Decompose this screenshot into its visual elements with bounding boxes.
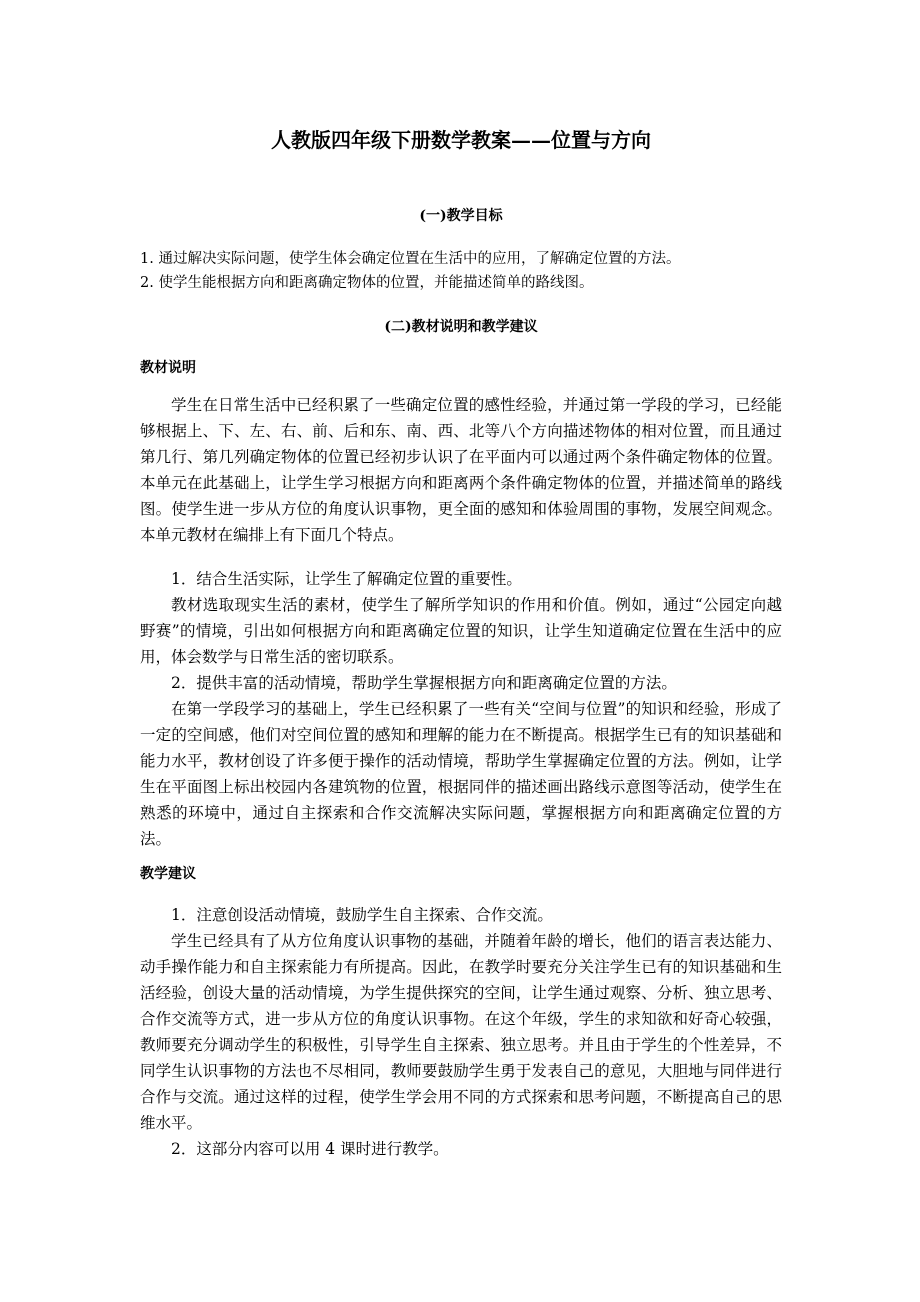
- section-heading-materials-suggestions: (二)教材说明和教学建议: [384, 319, 538, 335]
- suggestions-point2-title: 2．这部分内容可以用 4 课时进行教学。: [171, 1140, 449, 1158]
- subheading-materials: 教材说明: [140, 360, 196, 376]
- materials-point2-paragraph: 在第一学段学习的基础上，学生已经积累了一些有关“空间与位置”的知识和经验，形成了一定的空间感，他们对空间位置的感知和理解的能力在不断提高。根据学生已有的知识基础和能力水平，教材创设了许多便于操作的活动情境，帮助学生掌握确定位置的方法。例如，让学生在平面图上标出校园内各建筑物的位置，根据同伴的描述画出路线示意图等活动，使学生在熟悉的环境中，通过自主探索和合作交流解决实际问题，掌握根据方向和距离确定位置的方法。: [140, 700, 782, 848]
- section-heading-objectives: (一)教学目标: [419, 208, 503, 224]
- suggestions-point1-title: 1．注意创设活动情境，鼓励学生自主探索、合作交流。: [171, 906, 553, 924]
- objective-item: 1. 通过解决实际问题，使学生体会确定位置在生活中的应用，了解确定位置的方法。: [140, 251, 681, 267]
- materials-point1-title: 1．结合生活实际，让学生了解确定位置的重要性。: [171, 570, 522, 588]
- suggestions-point1-paragraph: 学生已经具有了从方位角度认识事物的基础，并随着年龄的增长，他们的语言表达能力、动手操作能力和自主探索能力有所提高。因此，在教学时要充分关注学生已有的知识基础和生活经验，创设大量的活动情境，为学生提供探究的空间，让学生通过观察、分析、独立思考、合作交流等方式，进一步从方位的角度认识事物。在这个年级，学生的求知欲和好奇心较强，教师要充分调动学生的积极性，引导学生自主探索、独立思考。并且由于学生的个性差异，不同学生认识事物的方法也不尽相同，教师要鼓励学生勇于发表自己的意见，大胆地与同伴进行合作与交流。通过这样的过程，使学生学会用不同的方式探索和思考问题，不断提高自己的思维水平。: [140, 932, 782, 1132]
- objective-item: 2. 使学生能根据方向和距离确定物体的位置，并能描述简单的路线图。: [140, 275, 594, 291]
- subheading-suggestions: 教学建议: [140, 866, 196, 882]
- materials-point2-title: 2．提供丰富的活动情境，帮助学生掌握根据方向和距离确定位置的方法。: [171, 674, 677, 692]
- materials-point1-paragraph: 教材选取现实生活的素材，使学生了解所学知识的作用和价值。例如，通过“公园定向越野赛”的情境，引出如何根据方向和距离确定位置的知识，让学生知道确定位置在生活中的应用，体会数学与日常生活的密切联系。: [140, 596, 782, 666]
- document-title: 人教版四年级下册数学教案——位置与方向: [271, 128, 651, 152]
- materials-intro-paragraph: 学生在日常生活中已经积累了一些确定位置的感性经验，并通过第一学段的学习，已经能够根据上、下、左、右、前、后和东、南、西、北等八个方向描述物体的相对位置，而且通过第几行、第几列确定物体的位置已经初步认识了在平面内可以通过两个条件确定物体的位置。本单元在此基础上，让学生学习根据方向和距离两个条件确定物体的位置，并描述简单的路线图。使学生进一步从方位的角度认识事物，更全面的感知和体验周围的事物，发展空间观念。本单元教材在编排上有下面几个特点。: [140, 396, 782, 544]
